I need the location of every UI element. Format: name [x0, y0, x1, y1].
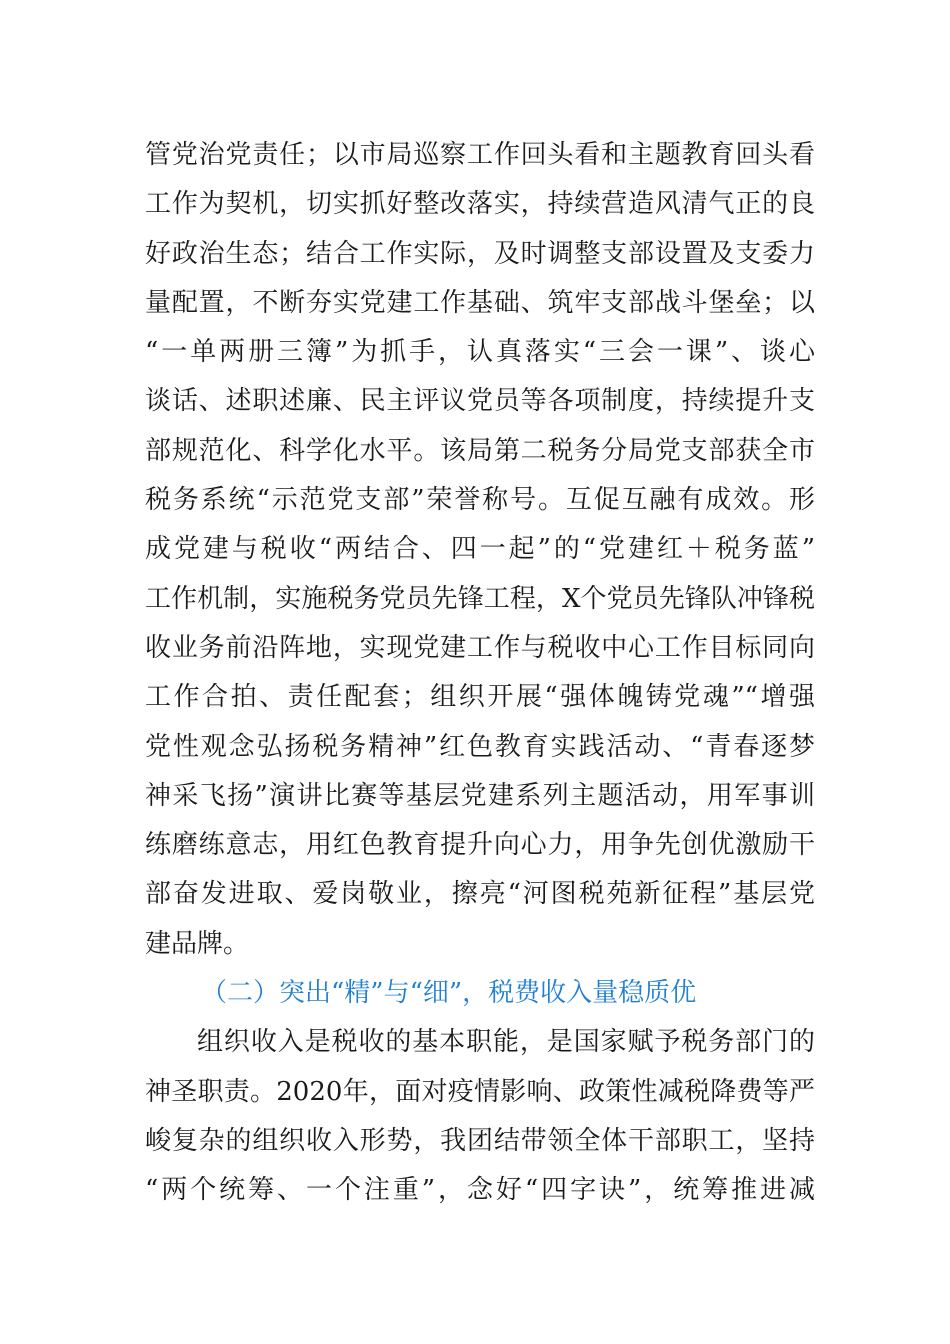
section-heading: （二）突出“精”与“细”，税费收入量稳质优 [201, 978, 697, 1009]
paragraph-line: 量配置，不断夯实党建工作基础、筑牢支部战斗堡垒；以 [145, 287, 815, 318]
paragraph-line: 神采飞扬”演讲比赛等基层党建系列主题活动，用军事训 [145, 780, 815, 811]
paragraph-line: 工作合拍、责任配套；组织开展“强体魄铸党魂”“增强 [145, 682, 815, 713]
paragraph-line: 练磨练意志，用红色教育提升向心力，用争先创优激励干 [145, 830, 815, 861]
paragraph-line: “两个统筹、一个注重”，念好“四字诀”，统筹推进减 [145, 1175, 815, 1206]
paragraph-line: 税务系统“示范党支部”荣誉称号。互促互融有成效。形 [145, 485, 815, 516]
paragraph-line: “一单两册三簿”为抓手，认真落实“三会一课”、谈心 [145, 337, 815, 368]
paragraph-line: 工作机制，实施税务党员先锋工程，X个党员先锋队冲锋税 [145, 583, 815, 614]
paragraph-line: 管党治党责任；以市局巡察工作回头看和主题教育回头看 [145, 140, 815, 170]
paragraph-line: 神圣职责。2020年，面对疫情影响、政策性减税降费等严 [145, 1076, 815, 1107]
paragraph-line: 部规范化、科学化水平。该局第二税务分局党支部获全市 [145, 435, 815, 466]
paragraph-line: 收业务前沿阵地，实现党建工作与税收中心工作目标同向 [145, 632, 815, 663]
paragraph-line: 好政治生态；结合工作实际，及时调整支部设置及支委力 [145, 238, 815, 269]
paragraph-line: 党性观念弘扬税务精神”红色教育实践活动、“青春逐梦 [145, 731, 815, 762]
paragraph-line: 成党建与税收“两结合、四一起”的“党建红＋税务蓝” [145, 534, 815, 565]
paragraph-line: 部奋发进取、爱岗敬业，擦亮“河图税苑新征程”基层党 [145, 879, 815, 910]
paragraph-line: 工作为契机，切实抓好整改落实，持续营造风清气正的良 [145, 189, 815, 220]
document-body [145, 131, 815, 1216]
paragraph-line: 峻复杂的组织收入形势，我团结带领全体干部职工，坚持 [145, 1125, 815, 1156]
paragraph-line: 组织收入是税收的基本职能，是国家赋予税务部门的 [197, 1027, 815, 1058]
paragraph-line: 建品牌。 [145, 928, 250, 959]
paragraph-line: 谈话、述职述廉、民主评议党员等各项制度，持续提升支 [145, 386, 815, 417]
